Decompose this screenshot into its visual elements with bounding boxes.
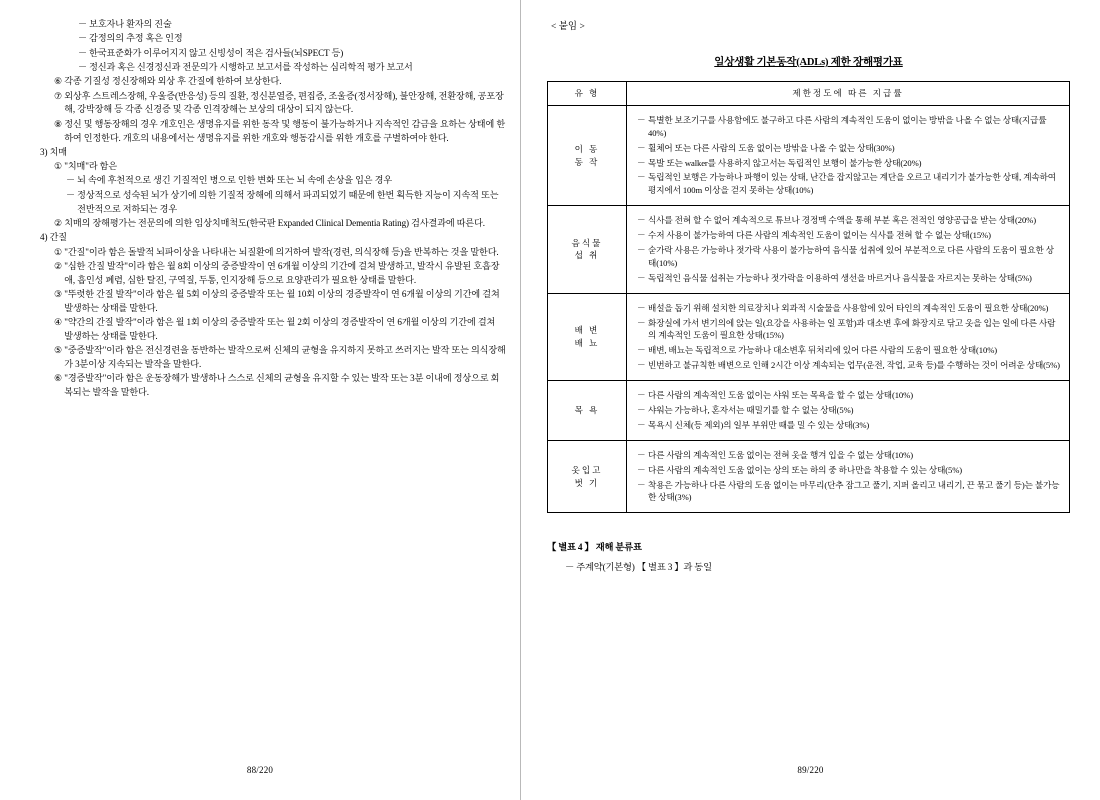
cell-description — [627, 206, 1070, 293]
table-row — [548, 105, 1070, 205]
bullet-dash-icon: － — [637, 419, 646, 430]
cell-description — [627, 293, 1070, 380]
description-text: 휠체어 또는 다른 사람의 도움 없이는 방밖을 나올 수 없는 상태(30%) — [648, 142, 895, 153]
description-text: 다른 사람의 계속적인 도움 없이는 샤워 또는 목욕을 할 수 없는 상태(10%) — [648, 390, 913, 401]
paragraph-marker: ⑧ — [54, 118, 65, 129]
category-line: 배 뇨 — [574, 337, 600, 348]
category-line: 벗 기 — [574, 477, 600, 488]
description-text: 다른 사람의 계속적인 도움 없이는 전혀 옷을 행겨 입을 수 없는 상태(10%) — [648, 449, 913, 460]
paragraph-text: "심한 간질 발작"이라 함은 월 8회 이상의 중증발작이 연 6개월 이상의 기간에 걸쳐 발생하고, 발작시 유발된 호흡장애, 흡인성 폐렴, 심한 탈진, 구역질, 두통, 인지장해 등으로 요양관리가 필요한 상태를 말한다. — [64, 260, 500, 285]
description-text: 샤워는 가능하나, 혼자서는 때밀기를 할 수 없는 상태(5%) — [648, 405, 854, 416]
table-row — [548, 381, 1070, 441]
document-paragraph — [26, 160, 506, 174]
bullet-dash-icon: － — [637, 345, 646, 356]
paragraph-text: 뇌 속에 후천적으로 생긴 기질적인 병으로 인한 변화 또는 뇌 속에 손상을 입은 경우 — [77, 175, 393, 186]
paragraph-marker: － — [78, 47, 90, 58]
document-paragraph — [26, 146, 506, 160]
bullet-dash-icon: － — [637, 230, 646, 241]
paragraph-text: 치매 — [49, 146, 67, 157]
description-item — [637, 171, 1061, 197]
description-item — [637, 404, 1061, 417]
paragraph-text: 정신과 혹은 신경정신과 전문의가 시행하고 보고서를 작성하는 심리학적 평가 보고서 — [89, 61, 413, 72]
bullet-dash-icon: － — [637, 215, 646, 226]
description-text: 다른 사람의 계속적인 도움 없이는 상의 또는 하의 중 하나만을 착용할 수 있는 상태(5%) — [648, 464, 963, 475]
table-header-row — [548, 82, 1070, 106]
paragraph-text: 외상후 스트레스장해, 우울증(반응성) 등의 질환, 정신분열증, 편집증, 조울증(정서장해), 불안장해, 전환장해, 공포장해, 강박장해 등 각종 신경증 및 각종 인격장해는 보상의 대상이 되지 않는다. — [64, 90, 504, 115]
paragraph-marker: － — [66, 189, 78, 200]
category-line: 섭 취 — [574, 250, 600, 261]
document-paragraph — [26, 344, 506, 372]
page-number-left: 88/220 — [246, 765, 274, 775]
description-item — [637, 114, 1061, 140]
description-item — [637, 419, 1061, 432]
document-paragraph — [26, 189, 506, 217]
description-item — [637, 229, 1061, 242]
document-paragraph — [26, 47, 506, 61]
bullet-dash-icon: － — [637, 245, 646, 256]
bullet-dash-icon: － — [637, 449, 646, 460]
description-item — [637, 344, 1061, 357]
cell-category — [548, 381, 627, 441]
paragraph-marker: － — [66, 175, 78, 186]
document-paragraph — [26, 32, 506, 46]
paragraph-marker: ① — [54, 246, 65, 257]
description-text: 숟가락 사용은 가능하나 젓가락 사용이 불가능하여 음식물 섭취에 있어 부분적으로 다른 사람의 도움이 필요한 상태(10%) — [648, 245, 1054, 268]
attachment-label: < 붙임 > — [551, 22, 585, 32]
category-line: 옷입고 — [571, 464, 603, 475]
document-paragraph — [26, 174, 506, 188]
paragraph-marker: ② — [54, 217, 65, 228]
appendix-4-subtext: － 주계약(기본형) 【 별표 3 】과 동일 — [565, 563, 712, 574]
category-line: 동 작 — [574, 156, 600, 167]
bullet-dash-icon: － — [637, 272, 646, 283]
paragraph-marker: 3) — [40, 146, 50, 157]
description-text: 목발 또는 walker를 사용하지 않고서는 독립적인 보행이 불가능한 상태(20%) — [648, 157, 922, 168]
paragraph-text: "중증발작"이라 함은 전신경련을 동반하는 발작으로써 신체의 균형을 유지하지 못하고 쓰러지는 발작 또는 의식장해가 3분이상 지속되는 발작을 말한다. — [64, 345, 506, 369]
description-item — [637, 214, 1061, 227]
cell-category — [548, 293, 627, 380]
description-text: 독립적인 보행은 가능하나 파행이 있는 상태, 난간을 잡지않고는 계단을 오르고 내리기가 불가능한 상태, 계속하여 평지에서 100m 이상을 걷지 못하는 상태(10%) — [648, 172, 1057, 196]
description-text: 수저 사용이 불가능하여 다른 사람의 계속적인 도움이 없이는 식사를 전혀 할 수 없는 상태(15%) — [648, 230, 991, 241]
bullet-dash-icon: － — [637, 172, 646, 183]
bullet-dash-icon: － — [637, 360, 646, 371]
document-paragraph — [26, 260, 506, 288]
description-item — [637, 479, 1061, 505]
paragraph-marker: ① — [54, 161, 65, 172]
cell-category — [548, 105, 627, 205]
category-line: 배 변 — [574, 325, 600, 336]
bullet-dash-icon: － — [637, 405, 646, 416]
column-header-type: 유 형 — [548, 82, 627, 106]
paragraph-marker: ⑥ — [54, 373, 65, 384]
paragraph-marker: ④ — [54, 317, 65, 328]
paragraph-text: 정신 및 행동장해의 경우 개호인은 생명유지를 위한 동작 및 행동이 불가능하거나 지속적인 감금을 요하는 상태에 한하여 인정한다. 개호의 내용에서는 생명유지를 위한 개호와 행동감시를 위한 개호를 구별하여야 한다. — [64, 118, 506, 143]
document-paragraph — [26, 118, 506, 146]
paragraph-text: 감정의의 추정 혹은 인정 — [89, 33, 183, 44]
description-text: 배설을 돕기 위해 설치한 의료장치나 외과적 시술물을 사용함에 있어 타인의 계속적인 도움이 필요한 상태(20%) — [648, 302, 1049, 313]
description-text: 착용은 가능하나 다른 사람의 도움 없이는 마무리(단추 잠그고 풀기, 지퍼 올리고 내리기, 끈 묶고 풀기 등)는 불가능한 상태(3%) — [648, 479, 1060, 503]
bullet-dash-icon: － — [637, 114, 646, 125]
description-item — [637, 449, 1061, 462]
paragraph-text: "뚜렷한 간질 발작"이라 함은 월 5회 이상의 중증발작 또는 월 10회 이상의 경증발작이 연 6개월 이상의 기간에 걸쳐 발생하는 상태를 말한다. — [64, 288, 500, 313]
bullet-dash-icon: － — [637, 390, 646, 401]
bullet-dash-icon: － — [637, 302, 646, 313]
paragraph-text: "간질"이라 함은 돌발적 뇌파이상을 나타내는 뇌질환에 의거하여 발작(경련, 의식장해 등)을 반복하는 것을 말한다. — [64, 246, 499, 257]
description-item — [637, 142, 1061, 155]
paragraph-marker: ② — [54, 260, 65, 271]
cell-description — [627, 440, 1070, 513]
document-paragraph — [26, 75, 506, 89]
table-title: 일상생활 기본동작(ADLs) 제한 장해평가표 — [714, 57, 903, 68]
document-paragraph — [26, 288, 506, 316]
description-text: 식사를 전혀 할 수 없어 계속적으로 튜브나 경정맥 수액을 통해 부분 혹은 전적인 영양공급을 받는 상태(20%) — [648, 215, 1036, 226]
bullet-dash-icon: － — [637, 142, 646, 153]
paragraph-marker: － — [78, 19, 90, 29]
description-item — [637, 272, 1061, 285]
document-paragraph — [26, 217, 506, 231]
document-paragraph — [26, 372, 506, 400]
bullet-dash-icon: － — [637, 157, 646, 168]
table-row — [548, 293, 1070, 380]
bullet-dash-icon: － — [637, 479, 646, 490]
paragraph-marker: － — [78, 33, 90, 44]
cell-category — [548, 206, 627, 293]
description-text: 특별한 보조기구를 사용함에도 불구하고 다른 사람의 계속적인 도움이 없이는 방밖을 나올 수 없는 상태(지급률 40%) — [648, 114, 1047, 138]
paragraph-text: 각종 기질성 정신장해와 외상 후 간질에 한하여 보상한다. — [64, 76, 282, 87]
description-item — [637, 157, 1061, 170]
paragraph-text: 보호자나 환자의 진술 — [89, 19, 172, 29]
table-row — [548, 206, 1070, 293]
page-left — [0, 0, 520, 800]
description-item — [637, 317, 1061, 343]
description-text: 배변, 배뇨는 독립적으로 가능하나 대소변후 뒤처리에 있어 다른 사람의 도움이 필요한 상태(10%) — [648, 345, 998, 356]
paragraph-text: "치매"라 함은 — [64, 161, 118, 172]
column-header-rate: 제한정도에 따른 지급률 — [627, 82, 1070, 106]
description-item — [637, 244, 1061, 270]
description-text: 화장실에 가서 변기의에 앉는 일(요강을 사용하는 일 포함)과 대소변 후에 화장지로 닦고 옷을 입는 일에 다른 사람의 계속적인 도움이 필요한 상태(15%) — [648, 317, 1056, 341]
paragraph-text: 간질 — [49, 232, 67, 243]
description-item — [637, 359, 1061, 372]
document-paragraph — [26, 316, 506, 344]
cell-description — [627, 381, 1070, 441]
document-paragraph — [26, 18, 506, 32]
description-item — [637, 464, 1061, 477]
paragraph-marker: ③ — [54, 288, 65, 299]
bullet-dash-icon: － — [637, 464, 646, 475]
paragraph-marker: 4) — [40, 232, 50, 243]
description-item — [637, 302, 1061, 315]
adl-table — [547, 81, 1070, 513]
left-page-body — [26, 18, 506, 400]
category-line: 이 동 — [574, 143, 600, 154]
adl-table-body — [548, 105, 1070, 512]
category-line: 음식물 — [571, 237, 603, 248]
document-paragraph — [26, 61, 506, 75]
table-row — [548, 440, 1070, 513]
paragraph-marker: ⑦ — [54, 90, 65, 101]
document-paragraph — [26, 231, 506, 245]
cell-category — [548, 440, 627, 513]
appendix-4-heading: 【 별표 4 】 재해 분류표 — [547, 543, 642, 554]
document-paragraph — [26, 90, 506, 118]
category-line: 목 욕 — [574, 405, 600, 416]
page-number-right: 89/220 — [797, 765, 824, 775]
description-text: 목욕시 신체(등 제외)의 일부 부위만 때를 밀 수 있는 상태(3%) — [648, 419, 870, 430]
paragraph-text: 정상적으로 성숙된 뇌가 상기에 의한 기질적 장해에 의해서 파괴되었기 때문에 한번 획득한 지능이 지속적 또는 전반적으로 저하되는 경우 — [77, 189, 499, 214]
page-right — [521, 0, 1100, 800]
paragraph-text: 치매의 장해평가는 전문의에 의한 임상치매척도(한국판 Expanded Clinical Dementia Rating) 검사결과에 따른다. — [64, 217, 485, 228]
bullet-dash-icon: － — [637, 317, 646, 328]
cell-description — [627, 105, 1070, 205]
paragraph-text: "약간의 간질 발작"이라 함은 월 1회 이상의 중증발작 또는 월 2회 이상의 경증발작이 연 6개월 이상의 기간에 걸쳐 발생하는 상태를 말한다. — [64, 317, 496, 341]
paragraph-marker: ⑥ — [54, 76, 65, 87]
paragraph-marker: － — [78, 61, 90, 72]
paragraph-text: "경증발작"이라 함은 운동장해가 발생하나 스스로 신체의 균형을 유지할 수 있는 발작 또는 3분 이내에 정상으로 회복되는 발작을 말한다. — [64, 373, 500, 398]
document-paragraph — [26, 246, 506, 260]
description-item — [637, 389, 1061, 402]
paragraph-text: 한국표준화가 이루어지지 않고 신빙성이 적은 검사들(뇌SPECT 등) — [89, 47, 344, 58]
description-text: 독립적인 음식물 섭취는 가능하나 젓가락을 이용하여 생선을 바르거나 음식물을 자르지는 못하는 상태(5%) — [648, 272, 1032, 283]
paragraph-marker: ⑤ — [54, 345, 65, 356]
description-text: 빈번하고 불규칙한 배변으로 인해 2시간 이상 계속되는 업무(운전, 작업, 교육 등)를 수행하는 것이 어려운 상태(5%) — [648, 360, 1060, 371]
appendix-4-block — [547, 539, 1070, 573]
adl-table-head — [548, 82, 1070, 106]
